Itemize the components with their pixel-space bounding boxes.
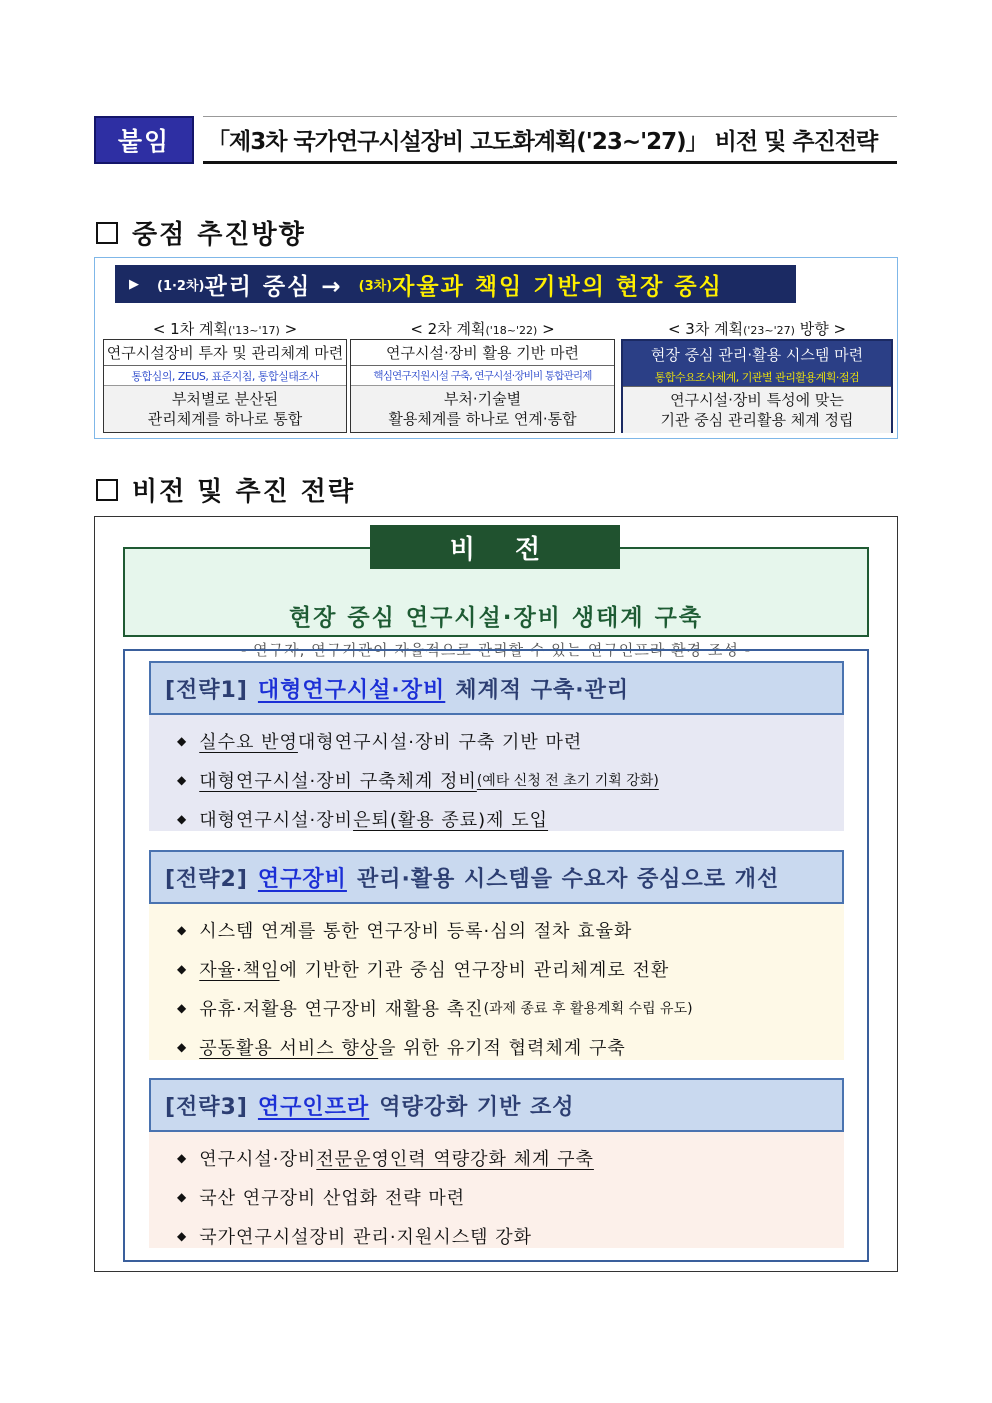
vision-main-text: 현장 중심 연구시설·장비 생태계 구축 bbox=[288, 605, 704, 631]
phase-sub: 통합심의, ZEUS, 표준지침, 통합실태조사 bbox=[104, 366, 346, 386]
strategy-2-highlight: 연구장비 bbox=[257, 866, 347, 892]
diamond-bullet-icon: ◆ bbox=[177, 733, 188, 748]
phase-desc: 부처별로 분산된 관리체계를 하나로 통합 bbox=[104, 386, 346, 432]
strategy-item: ◆ 공동활용 서비스 향상 을 위한 유기적 협력체계 구축 bbox=[177, 1037, 626, 1059]
diamond-bullet-icon: ◆ bbox=[177, 1189, 188, 1204]
phase-title: 연구시설장비 투자 및 관리체계 마련 bbox=[104, 340, 346, 366]
section-heading-text: 중점 추진방향 bbox=[132, 220, 306, 250]
strategy-3-highlight: 연구인프라 bbox=[257, 1094, 370, 1120]
vision-sub-text: - 연구자, 연구기관이 자율적으로 관리할 수 있는 연구인프라 환경 조성 - bbox=[241, 641, 751, 659]
phase-title: 현장 중심 관리·활용 시스템 마련 bbox=[623, 341, 891, 367]
strategy-item: ◆ 시스템 연계를 통한 연구장비 등록·심의 절차 효율화 bbox=[177, 920, 633, 942]
strategy-item: ◆ 대형연구시설·장비 구축체계 정비 (예타 신청 전 초기 기획 강화) bbox=[177, 770, 659, 792]
direction-banner bbox=[115, 265, 796, 303]
banner-text-1: 관리 중심 → bbox=[204, 273, 343, 300]
diamond-bullet-icon: ◆ bbox=[177, 1000, 188, 1015]
strategy-item: ◆ 자율·책임 에 기반한 기관 중심 연구장비 관리체계로 전환 bbox=[177, 959, 670, 981]
banner-sup-1: (1·2차) bbox=[157, 278, 205, 294]
section-heading-vision bbox=[96, 471, 355, 508]
phase-box bbox=[350, 339, 615, 433]
strategy-1-highlight: 대형연구시설·장비 bbox=[257, 677, 446, 703]
strategy-item: ◆ 유휴·저활용 연구장비 재활용 촉진 (과제 종료 후 활용계획 수립 유도) bbox=[177, 998, 693, 1020]
phase-card-1 bbox=[103, 318, 347, 430]
section-heading-direction bbox=[96, 214, 306, 251]
phase-sub: 통합수요조사체계, 기관별 관리활용계획·점검 bbox=[623, 367, 891, 387]
section-heading-text: 비전 및 추진 전략 bbox=[132, 477, 355, 507]
strategy-2-body bbox=[149, 904, 844, 1060]
banner-sup-2: (3차) bbox=[358, 278, 393, 294]
direction-panel bbox=[94, 257, 898, 439]
phase-label: < 3차 계획('23~'27) 방향 > bbox=[667, 320, 847, 338]
diamond-bullet-icon: ◆ bbox=[177, 1039, 188, 1054]
strategy-item: ◆ 실수요 반영 대형연구시설·장비 구축 기반 마련 bbox=[177, 731, 583, 753]
strategy-2-heading: [전략2] 연구장비 관리·활용 시스템을 수요자 중심으로 개선 bbox=[149, 850, 844, 904]
banner-text-2: 자율과 책임 기반의 현장 중심 bbox=[392, 273, 723, 300]
diamond-bullet-icon: ◆ bbox=[177, 961, 188, 976]
strategy-item: ◆ 연구시설·장비 전문운영인력 역량강화 체계 구축 bbox=[177, 1148, 594, 1170]
phase-label: < 2차 계획('18~'22) > bbox=[410, 320, 555, 338]
phase-desc: 연구시설·장비 특성에 맞는 기관 중심 관리활용 체계 정립 bbox=[623, 387, 891, 433]
phase-box bbox=[103, 339, 347, 433]
attachment-badge-label: 붙임 bbox=[117, 127, 171, 156]
strategy-3-heading: [전략3] 연구인프라 역량강화 기반 조성 bbox=[149, 1078, 844, 1132]
phase-title: 연구시설·장비 활용 기반 마련 bbox=[351, 340, 614, 366]
phase-desc: 부처·기술별 활용체계를 하나로 연계·통합 bbox=[351, 386, 614, 432]
checkbox-square-icon bbox=[96, 222, 118, 244]
strategy-item: ◆ 국산 연구장비 산업화 전략 마련 bbox=[177, 1187, 466, 1209]
diamond-bullet-icon: ◆ bbox=[177, 772, 188, 787]
page-title bbox=[203, 116, 897, 164]
strategy-container bbox=[123, 649, 869, 1262]
phase-label: < 1차 계획('13~'17) > bbox=[152, 320, 298, 338]
checkbox-square-icon bbox=[96, 479, 118, 501]
diamond-bullet-icon: ◆ bbox=[177, 922, 188, 937]
phase-box bbox=[621, 339, 893, 433]
diamond-bullet-icon: ◆ bbox=[177, 811, 188, 826]
strategy-1-body bbox=[149, 715, 844, 831]
attachment-badge bbox=[94, 116, 194, 164]
phase-sub: 핵심연구지원시설 구축, 연구시설·장비비 통합관리제 bbox=[351, 366, 614, 386]
phase-card-2 bbox=[350, 318, 615, 430]
vision-strategy-panel bbox=[94, 516, 898, 1272]
strategy-item: ◆ 대형연구시설·장비 은퇴(활용 종료)제 도입 bbox=[177, 809, 549, 831]
diamond-bullet-icon: ◆ bbox=[177, 1228, 188, 1243]
vision-tag: 비전 bbox=[370, 525, 620, 569]
strategy-3-body bbox=[149, 1132, 844, 1248]
strategy-item: ◆ 국가연구시설장비 관리·지원시스템 강화 bbox=[177, 1226, 532, 1248]
play-triangle-icon: ▶ bbox=[129, 276, 141, 292]
phase-card-3 bbox=[621, 318, 893, 430]
diamond-bullet-icon: ◆ bbox=[177, 1150, 188, 1165]
strategy-1-heading: [전략1] 대형연구시설·장비 체계적 구축·관리 bbox=[149, 661, 844, 715]
page-title-text: 「제3차 국가연구시설장비 고도화계획('23~'27)」 비전 및 추진전략 bbox=[207, 128, 878, 155]
